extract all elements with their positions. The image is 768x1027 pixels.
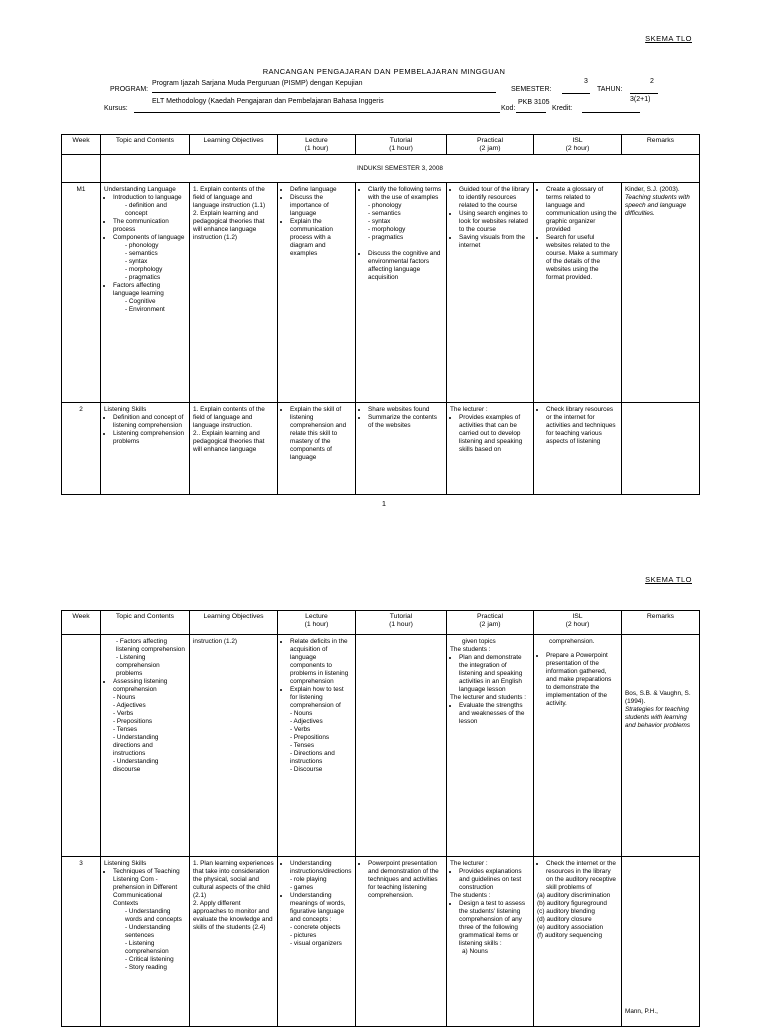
remarks-cell: [622, 403, 700, 495]
document-title: RANCANGAN PENGAJARAN DAN PEMBELAJARAN MINGGUAN: [262, 67, 506, 76]
col-objectives: Learning Objectives: [190, 135, 278, 155]
col-tutorial: Tutorial (1 hour): [356, 135, 447, 155]
induksi-text: INDUKSI SEMESTER 3, 2008: [101, 155, 700, 183]
kod-underline: [516, 112, 546, 113]
induksi-row: [62, 155, 700, 183]
isl-cell: • Check the internet or the resources in the library on the auditory receptive skill problems of (a) auditory discrimination (b) auditory figureground (c) auditory blending (d) auditory closure (e) auditory association (f) auditory sequencing: [534, 857, 622, 1027]
col-objectives: Learning Objectives: [190, 611, 278, 635]
tahun-value: 2: [650, 78, 654, 85]
tahun-underline: [630, 93, 658, 94]
kredit-underline: [582, 112, 640, 113]
remarks-cell: Kinder, S.J. (2003). Teaching students with speech and language difficulties.: [622, 183, 700, 403]
objectives-cell: 1. Explain contents of the field of language and language instruction. 2.. Explain learning and pedagogical theories that will enhance language: [190, 403, 278, 495]
kredit-label: Kredit:: [552, 105, 573, 112]
semester-value: 3: [584, 78, 588, 85]
lesson-plan-table-page-2: [61, 610, 700, 1027]
col-remarks: Remarks: [622, 611, 700, 635]
col-topic: Topic and Contents: [101, 611, 190, 635]
kursus-label: Kursus:: [104, 105, 128, 112]
semester-label: SEMESTER:: [511, 86, 552, 93]
kursus-value: ELT Methodology (Kaedah Pengajaran dan Pembelajaran Bahasa Inggeris: [152, 98, 384, 105]
practical-cell: • Guided tour of the library to identify resources related to the course • Using search engines to look for websites related to the course • Saving visuals from the internet: [447, 183, 534, 403]
practical-cell: The lecturer : • Provides explanations and guidelines on test construction The students : • Design a test to assess the students' listening comprehension of any three of the following grammatical items or listening skills : a) Nouns: [447, 857, 534, 1027]
isl-cell: • Create a glossary of terms related to language and communication using the graphic organizer provided • Search for useful websites related to the course. Make a summary of the details of the websites using the format provided.: [534, 183, 622, 403]
table-header-row: [62, 611, 700, 635]
table-row: [62, 635, 700, 857]
page-number: 1: [381, 499, 387, 508]
objectives-cell: 1. Plan learning experiences that take into consideration the physical, social and cultural aspects of the child (2.1) 2. Apply different approaches to monitor and evaluate the knowledge and skills of the students (2.4): [190, 857, 278, 1027]
remarks-cell: Mann, P.H.,: [622, 857, 700, 1027]
remarks-cell: Bos, S.B. & Vaughn, S. (1994). Strategies for teaching students with learning and behavior problems: [622, 635, 700, 857]
lecture-cell: • Explain the skill of listening comprehension and relate this skill to mastery of the components of language: [278, 403, 356, 495]
col-week: Week: [62, 135, 101, 155]
practical-cell: The lecturer : • Provides examples of activities that can be carried out to develop listening and speaking skills based on: [447, 403, 534, 495]
col-topic: Topic and Contents: [101, 135, 190, 155]
tutorial-cell: • Share websites found • Summarize the contents of the websites: [356, 403, 447, 495]
col-week: Week: [62, 611, 101, 635]
col-remarks: Remarks: [622, 135, 700, 155]
topic-cell: - Factors affecting listening comprehension - Listening comprehension problems • Assessing listening comprehension - Nouns - Adjectives - Verbs - Prepositions - Tenses - Understanding directions and instructions - Understanding discourse: [101, 635, 190, 857]
tutorial-cell: [356, 635, 447, 857]
objectives-cell: 1. Explain contents of the field of language and language instruction (1.1) 2. Explain learning and pedagogical theories that will enhance language instruction (1.2): [190, 183, 278, 403]
kod-label: Kod:: [501, 105, 516, 112]
lecture-cell: • Define language • Discuss the importance of language • Explain the communication process with a diagram and examples: [278, 183, 356, 403]
table-row: [62, 403, 700, 495]
col-isl: ISL (2 hour): [534, 135, 622, 155]
col-practical: Practical (2 jam): [447, 611, 534, 635]
lecture-cell: • Relate deficits in the acquisition of language components to problems in listening comprehension • Explain how to test for listening comprehension of - Nouns - Adjectives - Verbs - Prepositions - Tenses - Directions and instructions - Discourse: [278, 635, 356, 857]
skema-tlo-label: SKEMA TLO: [645, 34, 692, 43]
practical-cell: given topics The students : • Plan and demonstrate the integration of listening and speaking activities in an English language lesson The lecturer and students : • Evaluate the strengths and weaknesses of the lesson: [447, 635, 534, 857]
skema-tlo-label: SKEMA TLO: [645, 575, 692, 584]
program-value: Program Ijazah Sarjana Muda Perguruan (PISMP) dengan Kepujian: [152, 80, 363, 87]
isl-cell: comprehension. • Prepare a Powerpoint presentation of the information gathered, and make preparations to demonstrate the implementation of the activity.: [534, 635, 622, 857]
isl-cell: • Check library resources or the internet for activities and techniques for teaching various aspects of listening: [534, 403, 622, 495]
lecture-cell: • Understanding instructions/directions - role playing - games • Understanding meanings of words, figurative language and concepts : - concrete objects - pictures - visual organizers: [278, 857, 356, 1027]
page-2: [0, 560, 768, 1024]
semester-underline: [562, 93, 590, 94]
col-tutorial: Tutorial (1 hour): [356, 611, 447, 635]
week-cell: 2: [62, 403, 101, 495]
kod-value: PKB 3105: [518, 99, 550, 106]
tutorial-cell: • Clarify the following terms with the use of examples - phonology - semantics - syntax - morphology - pragmatics • Discuss the cognitive and environmental factors affecting language acquisition: [356, 183, 447, 403]
program-label: PROGRAM:: [110, 86, 149, 93]
col-practical: Practical (2 jam): [447, 135, 534, 155]
week-cell: 3: [62, 857, 101, 1027]
tahun-label: TAHUN:: [597, 86, 623, 93]
table-row: [62, 183, 700, 403]
col-lecture: Lecture (1 hour): [278, 611, 356, 635]
objectives-cell: instruction (1.2): [190, 635, 278, 857]
table-row: [62, 857, 700, 1027]
col-isl: ISL (2 hour): [534, 611, 622, 635]
topic-cell: Understanding Language • Introduction to language - definition and concept • The communication process • Components of language - phonology - semantics - syntax - morphology - pragmatics • Factors affecting language learning - Cognitive - Environment: [101, 183, 190, 403]
topic-cell: Listening Skills • Definition and concept of listening comprehension • Listening comprehension problems: [101, 403, 190, 495]
kursus-underline: [134, 112, 500, 113]
week-cell: M1: [62, 183, 101, 403]
program-underline: [152, 92, 496, 93]
tutorial-cell: • Powerpoint presentation and demonstration of the techniques and activities for teaching listening comprehension.: [356, 857, 447, 1027]
topic-cell: Listening Skills • Techniques of Teaching Listening Com -prehension in Different Communicational Contexts - Understanding words and concepts - Understanding sentences - Listening comprehension - Critical listening - Story reading: [101, 857, 190, 1027]
lesson-plan-table-page-1: [61, 134, 700, 495]
table-header-row: [62, 135, 700, 155]
col-lecture: Lecture (1 hour): [278, 135, 356, 155]
kredit-value: 3(2+1): [630, 96, 651, 103]
